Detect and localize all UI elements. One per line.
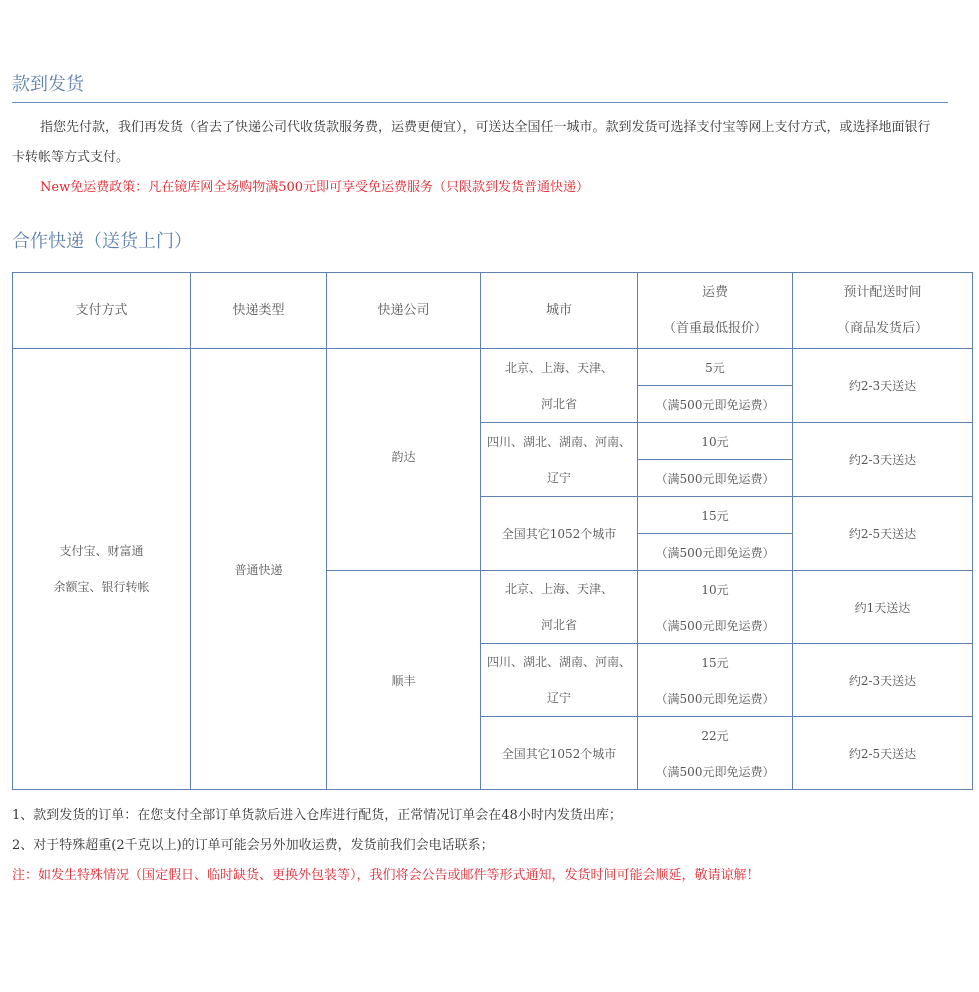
city-line1: 四川、湖北、湖南、河南、: [486, 434, 631, 449]
header-payment: 支付方式: [13, 273, 191, 349]
price-cell: 22元: [638, 717, 793, 754]
payment-methods-line2: 余额宝、银行转帐: [53, 580, 150, 594]
time-cell: 约1天送达: [793, 571, 973, 644]
price-cell: 15元: [638, 497, 793, 534]
express-type-cell: 普通快递: [191, 349, 327, 790]
city-cell: [481, 423, 638, 497]
city-line2: 河北省: [540, 618, 577, 632]
shipping-table: [12, 272, 973, 790]
free-shipping-cell: （满500元即免运费）: [638, 460, 793, 497]
header-time: [793, 273, 973, 349]
company-cell-sf: 顺丰: [327, 571, 481, 790]
note-overweight: 2、对于特殊超重(2千克以上)的订单可能会另外加收运费，发货前我们会电话联系；: [12, 838, 494, 853]
section-divider: [12, 102, 948, 103]
header-time-sub: （商品发货后）: [836, 320, 928, 336]
header-type: 快递类型: [191, 273, 327, 349]
payment-methods-cell: [13, 349, 191, 790]
city-cell: [481, 644, 638, 717]
table-header-row: [13, 273, 973, 349]
city-line2: 河北省: [540, 396, 577, 411]
header-company: 快递公司: [327, 273, 481, 349]
time-cell: 约2-3天送达: [793, 349, 973, 423]
city-line2: 辽宁: [546, 691, 571, 705]
company-cell-yunda: 韵达: [327, 349, 481, 571]
free-shipping-cell: （满500元即免运费）: [638, 534, 793, 571]
free-shipping-cell: （满500元即免运费）: [638, 607, 793, 644]
city-cell: [481, 571, 638, 644]
time-cell: 约2-3天送达: [793, 423, 973, 497]
header-fee-label: 运费: [701, 284, 728, 300]
city-cell: [481, 349, 638, 423]
time-cell: 约2-3天送达: [793, 644, 973, 717]
city-cell: 全国其它1052个城市: [481, 497, 638, 571]
header-time-label: 预计配送时间: [843, 284, 922, 300]
note-order-processing: 1、款到发货的订单：在您支付全部订单货款后进入仓库进行配货，正常情况订单会在48小时内发货出库；: [12, 808, 622, 823]
note-special-circumstances: 注：如发生特殊情况（国定假日、临时缺货、更换外包装等），我们将会公告或邮件等形式通知，发货时间可能会顺延，敬请谅解！: [12, 868, 760, 883]
price-cell: 10元: [638, 423, 793, 460]
price-cell: 5元: [638, 349, 793, 386]
free-shipping-policy: New免运费政策：凡在镜库网全场购物满500元即可享受免运费服务（只限款到发货普通快递）: [40, 180, 590, 195]
table-row: [13, 349, 973, 386]
time-cell: 约2-5天送达: [793, 497, 973, 571]
header-fee-sub: （首重最低报价）: [662, 320, 767, 336]
intro-paragraph: 指您先付款，我们再发货（省去了快递公司代收货款服务费，运费更便宜），可送达全国任一城市。款到发货可选择支付宝等网上支付方式，或选择地面银行卡转帐等方式支付。: [12, 120, 931, 165]
free-shipping-cell: （满500元即免运费）: [638, 753, 793, 790]
city-cell: 全国其它1052个城市: [481, 717, 638, 790]
free-shipping-cell: （满500元即免运费）: [638, 680, 793, 717]
payment-methods-line1: 支付宝、财富通: [59, 544, 144, 558]
city-line1: 北京、上海、天津、: [504, 582, 613, 596]
price-cell: 10元: [638, 571, 793, 608]
free-shipping-cell: （满500元即免运费）: [638, 386, 793, 423]
time-cell: 约2-5天送达: [793, 717, 973, 790]
section-title-cod: 款到发货: [12, 74, 84, 95]
price-cell: 15元: [638, 644, 793, 681]
city-line1: 四川、湖北、湖南、河南、: [486, 655, 631, 669]
section-title-couriers: 合作快递（送货上门）: [12, 231, 192, 252]
city-line2: 辽宁: [546, 470, 571, 485]
header-city: 城市: [481, 273, 638, 349]
city-line1: 北京、上海、天津、: [504, 360, 613, 375]
header-fee: [638, 273, 793, 349]
